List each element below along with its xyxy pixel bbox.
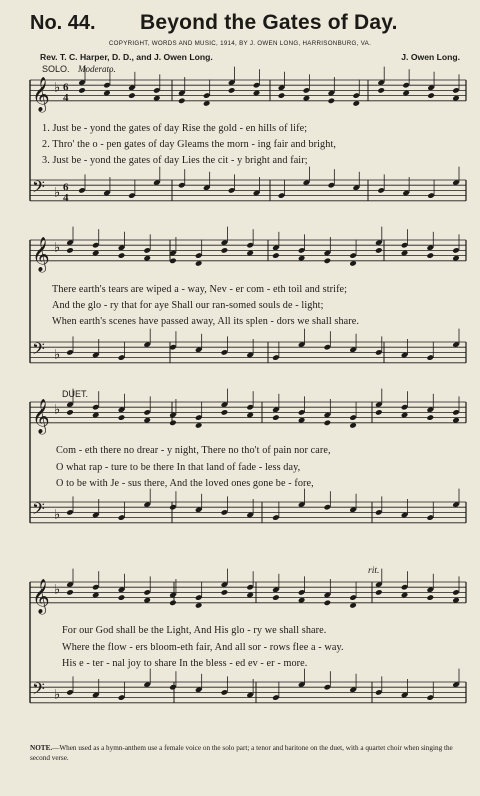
lyric-line: 3. Just be - yond the gates of day Lies the cit - y bright and fair; [42, 155, 308, 166]
note-head [328, 98, 336, 105]
note-head [78, 87, 86, 94]
treble-clef: 𝄞 [32, 398, 50, 434]
note-head [118, 252, 126, 259]
hymn-number: No. 44. [30, 12, 96, 34]
lyric-line: O what rap - ture to be there In that land of fade - less day, [56, 462, 301, 473]
note-head [375, 589, 383, 596]
lyric-line: There earth's tears are wiped a - way, Nev - er com - eth toil and strife; [52, 284, 348, 295]
note-head [118, 414, 126, 421]
copyright-line: COPYRIGHT, WORDS AND MUSIC, 1914, BY J. OWEN LONG, HARRISONBURG, VA. [108, 40, 372, 47]
lyricist-credit: Rev. T. C. Harper, D. D., and J. Owen Long. [40, 52, 213, 62]
flat-sign: ♭ [54, 80, 61, 96]
note-head [324, 420, 332, 427]
bass-clef: 𝄢 [32, 678, 45, 703]
footnote-text: —When used as a hymn-anthem use a female voice on the solo part; a tenor and baritone on the duet, with a quartet choir when singing the second verse. [30, 744, 453, 762]
note-head [169, 600, 177, 607]
note-head [377, 87, 385, 94]
note-head [427, 92, 435, 99]
note-head [128, 92, 136, 99]
note-head [272, 414, 280, 421]
note-head [221, 589, 229, 596]
rit-marking: rit. [368, 566, 380, 576]
time-signature-digit: 4 [63, 91, 69, 104]
time-signature-digit: 6 [63, 81, 69, 94]
flat-sign: ♭ [54, 687, 61, 703]
note-head [66, 409, 74, 416]
treble-clef: 𝄞 [32, 76, 50, 112]
bass-clef: 𝄢 [32, 338, 45, 363]
lyric-line: Com - eth there no drear - y night, There no tho't of pain nor care, [56, 445, 331, 456]
hymn-title: Beyond the Gates of Day. [140, 11, 398, 34]
flat-sign: ♭ [54, 507, 61, 523]
lyric-line: O to be with Je - sus there, And the loved ones gone be - fore, [56, 478, 314, 489]
tempo-marking: Moderato. [78, 64, 116, 74]
footnote [30, 743, 460, 763]
note-head [221, 409, 229, 416]
duet-marking: DUET. [62, 389, 89, 399]
flat-sign: ♭ [54, 402, 61, 418]
lyric-line: And the glo - ry that for aye Shall our ran-somed souls de - light; [52, 300, 324, 311]
note-head [169, 420, 177, 427]
lyric-line: When earth's scenes have passed away, All its splen - dors we shall share. [52, 316, 360, 327]
bass-clef: 𝄢 [32, 498, 45, 523]
flat-sign: ♭ [54, 185, 61, 201]
note-head [375, 409, 383, 416]
treble-clef: 𝄞 [32, 578, 50, 614]
note-head [375, 247, 383, 254]
note-head [278, 92, 286, 99]
note-head [228, 87, 236, 94]
lyric-line: Where the flow - ers bloom-eth fair, And all sor - rows flee a - way. [62, 642, 344, 653]
lyric-line: 1. Just be - yond the gates of day Rise the gold - en hills of life; [42, 123, 308, 134]
time-signature-digit: 6 [63, 181, 69, 194]
note-head [426, 252, 434, 259]
footnote-label: NOTE. [30, 744, 53, 752]
note-head [272, 594, 280, 601]
lyric-line: For our God shall be the Light, And His glo - ry we shall share. [62, 625, 327, 636]
lyric-line: His e - ter - nal joy to share In the bless - ed ev - er - more. [62, 658, 308, 669]
note-head [426, 414, 434, 421]
flat-sign: ♭ [54, 347, 61, 363]
bass-clef: 𝄢 [32, 176, 45, 201]
note-head [324, 258, 332, 265]
note-head [221, 247, 229, 254]
treble-clef: 𝄞 [32, 236, 50, 272]
note-head [324, 600, 332, 607]
lyric-line: 2. Thro' the o - pen gates of day Gleams the morn - ing fair and bright, [42, 139, 337, 150]
note-head [118, 594, 126, 601]
note-head [66, 247, 74, 254]
note-head [66, 589, 74, 596]
note-head [272, 252, 280, 259]
flat-sign: ♭ [54, 582, 61, 598]
note-head [426, 594, 434, 601]
solo-marking: SOLO. [42, 64, 70, 74]
note-head [178, 98, 186, 105]
flat-sign: ♭ [54, 240, 61, 256]
time-signature-digit: 4 [63, 191, 69, 204]
composer-credit: J. Owen Long. [401, 52, 460, 62]
